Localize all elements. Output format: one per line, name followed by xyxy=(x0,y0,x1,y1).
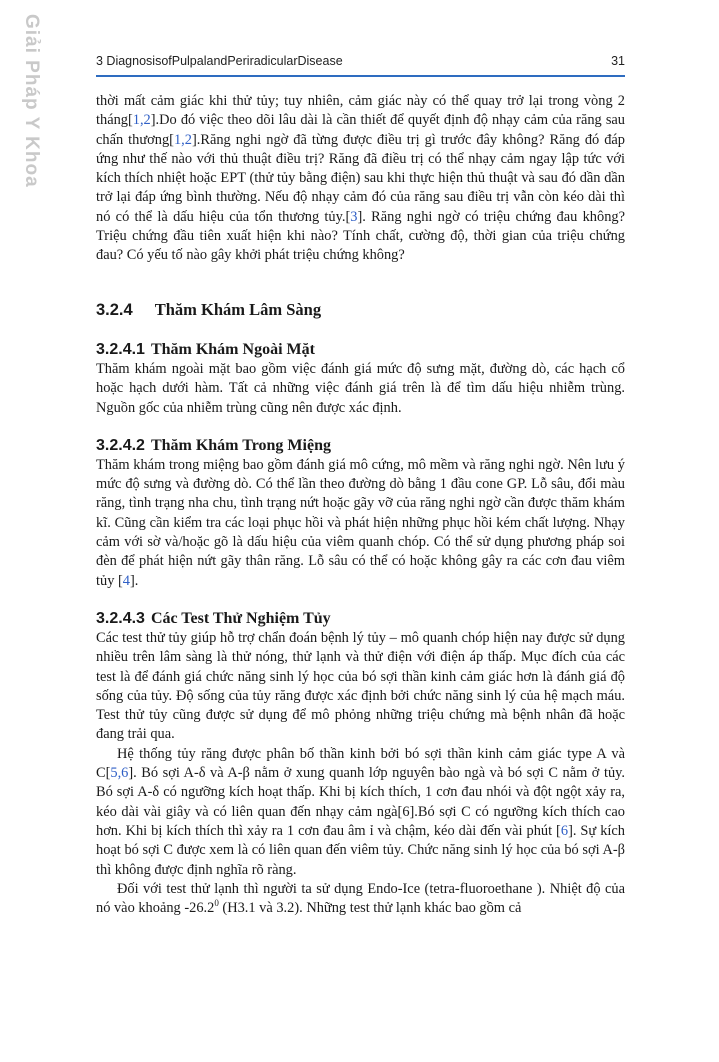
watermark: Giải Pháp Y Khoa xyxy=(21,14,42,188)
citation-link[interactable]: 6 xyxy=(560,822,569,839)
chapter-title: 3 DiagnosisofPulpalandPeriradicularDisease xyxy=(96,54,343,68)
superscript: 0 xyxy=(214,898,219,909)
subsection-heading: 3.2.4.2 Thăm Khám Trong Miệng xyxy=(96,436,331,454)
subsection-paragraph: Các test thử tủy giúp hỗ trợ chẩn đoán bệnh lý tủy – mô quanh chóp hiện nay được sử dụng nhiều trên lâm sàng là thử nóng, thử lạnh và thử điện với điện áp thấp. Mục đích của các test là để đánh giá chức năng sinh lý học của bó sợi thần kinh cảm giác hơn là đánh giá độ sống của tủy. Độ sống của tủy răng được xác định bởi chức năng sinh lý của hệ mạch máu. Test thử tủy cũng được sử dụng để mô phỏng những triệu chứng mà bệnh nhân đã hoặc đang trải qua. xyxy=(96,629,625,743)
citation-link[interactable]: 1,2 xyxy=(132,112,151,129)
intro-paragraph: thời mất cảm giác khi thử tủy; tuy nhiên, cảm giác này có thể quay trở lại trong vòng 2 tháng[1,2].Do đó việc theo dõi lâu dài là cần thiết để quyết định độ nhạy cảm của răng sau chấn thương[1,2].Răng nghi ngờ đã từng được điều trị gì trước đây không? Răng đó đáp ứng như thế nào với thủ thuật điều trị? Răng đã điều trị có thể nhạy cảm ngay lập tức với kích thích nhiệt hoặc EPT (thử tủy bằng điện) sau khi thực hiện thủ thuật và sau đó dần dần trở lại đáp ứng bình thường. Nếu độ nhạy cảm đó của răng sau điều trị vẫn còn kéo dài thì nó có thể là dấu hiệu của tổn thương tủy.[3]. Răng nghi ngờ có triệu chứng đau không? Triệu chứng đầu tiên xuất hiện khi nào? Tính chất, cường độ, thời gian của triệu chứng đau? Có yếu tố nào gây khởi phát triệu chứng không? xyxy=(96,93,625,264)
subsection-heading: 3.2.4.3 Các Test Thử Nghiệm Tủy xyxy=(96,609,331,627)
header-rule xyxy=(96,75,625,77)
subsection-paragraph: Thăm khám trong miệng bao gồm đánh giá mô cứng, mô mềm và răng nghi ngờ. Nên lưu ý mức độ sưng và đường dò. Có thể lần theo đường dò bằng 1 đầu cone GP. Lỗ sâu, đổi màu răng, tình trạng nha chu, tình trạng nứt hoặc gãy vỡ của răng nghi ngờ cần được thăm khám kĩ. Cũng cần kiểm tra các loại phục hồi và phát hiện những phục hồi kém chất lượng. Nhạy cảm với sờ và/hoặc gõ là dấu hiệu của viêm quanh chóp. Có thể sử dụng phương pháp soi đèn để phát hiện nứt gãy thân răng. Lỗ sâu có thể có hoặc không gây ra các cơn đau viêm tủy [4]. xyxy=(96,456,625,589)
subsection-paragraph: Đối với test thử lạnh thì người ta sử dụng Endo-Ice (tetra-fluoroethane ). Nhiệt độ của nó vào khoảng -26.2$^0$ (H3.1 và 3.2). Những test thử lạnh khác bao gồm cả xyxy=(96,880,625,917)
citation-link[interactable]: 4 xyxy=(122,572,130,589)
page-body xyxy=(96,92,625,918)
citation-link[interactable]: 5,6 xyxy=(110,765,129,782)
section-heading: 3.2.4 Thăm Khám Lâm Sàng xyxy=(96,299,322,319)
page-number: 31 xyxy=(611,54,625,68)
running-header xyxy=(96,54,625,68)
subsection-heading: 3.2.4.1 Thăm Khám Ngoài Mặt xyxy=(96,340,315,358)
citation-link[interactable]: 1,2 xyxy=(173,131,192,148)
subsection-paragraph: Hệ thống tủy răng được phân bố thần kinh bởi bó sợi thần kinh cảm giác type A và C[5,6]. Bó sợi A-δ và A-β nằm ở xung quanh lớp nguyên bào ngà và bó sợi C nằm ở tủy. Bó sợi A-δ có ngưỡng kích hoạt thấp. Khi bị kích thích, 1 cơn đau nhói và đột ngột xảy ra, kéo dài vài giây và có liên quan đến nhạy cảm ngà[6].Bó sợi C có ngưỡng kích thích cao hơn. Khi bị kích thích thì xảy ra 1 cơn đau âm ỉ và chậm, kéo dài đến vài phút [6]. Sự kích hoạt bó sợi C được xem là có liên quan đến viêm tủy. Chức năng sinh lý học của bó sợi A-β thì không được định nghĩa rõ ràng. xyxy=(96,745,625,878)
subsection-paragraph: Thăm khám ngoài mặt bao gồm việc đánh giá mức độ sưng mặt, đường dò, các hạch cổ hoặc hạch dưới hàm. Tất cả những việc đánh giá trên là để tìm dấu hiệu nhiễm trùng. Nguồn gốc của nhiễm trùng cũng nên được xác định. xyxy=(96,360,625,416)
citation-link[interactable]: 3 xyxy=(350,208,358,225)
